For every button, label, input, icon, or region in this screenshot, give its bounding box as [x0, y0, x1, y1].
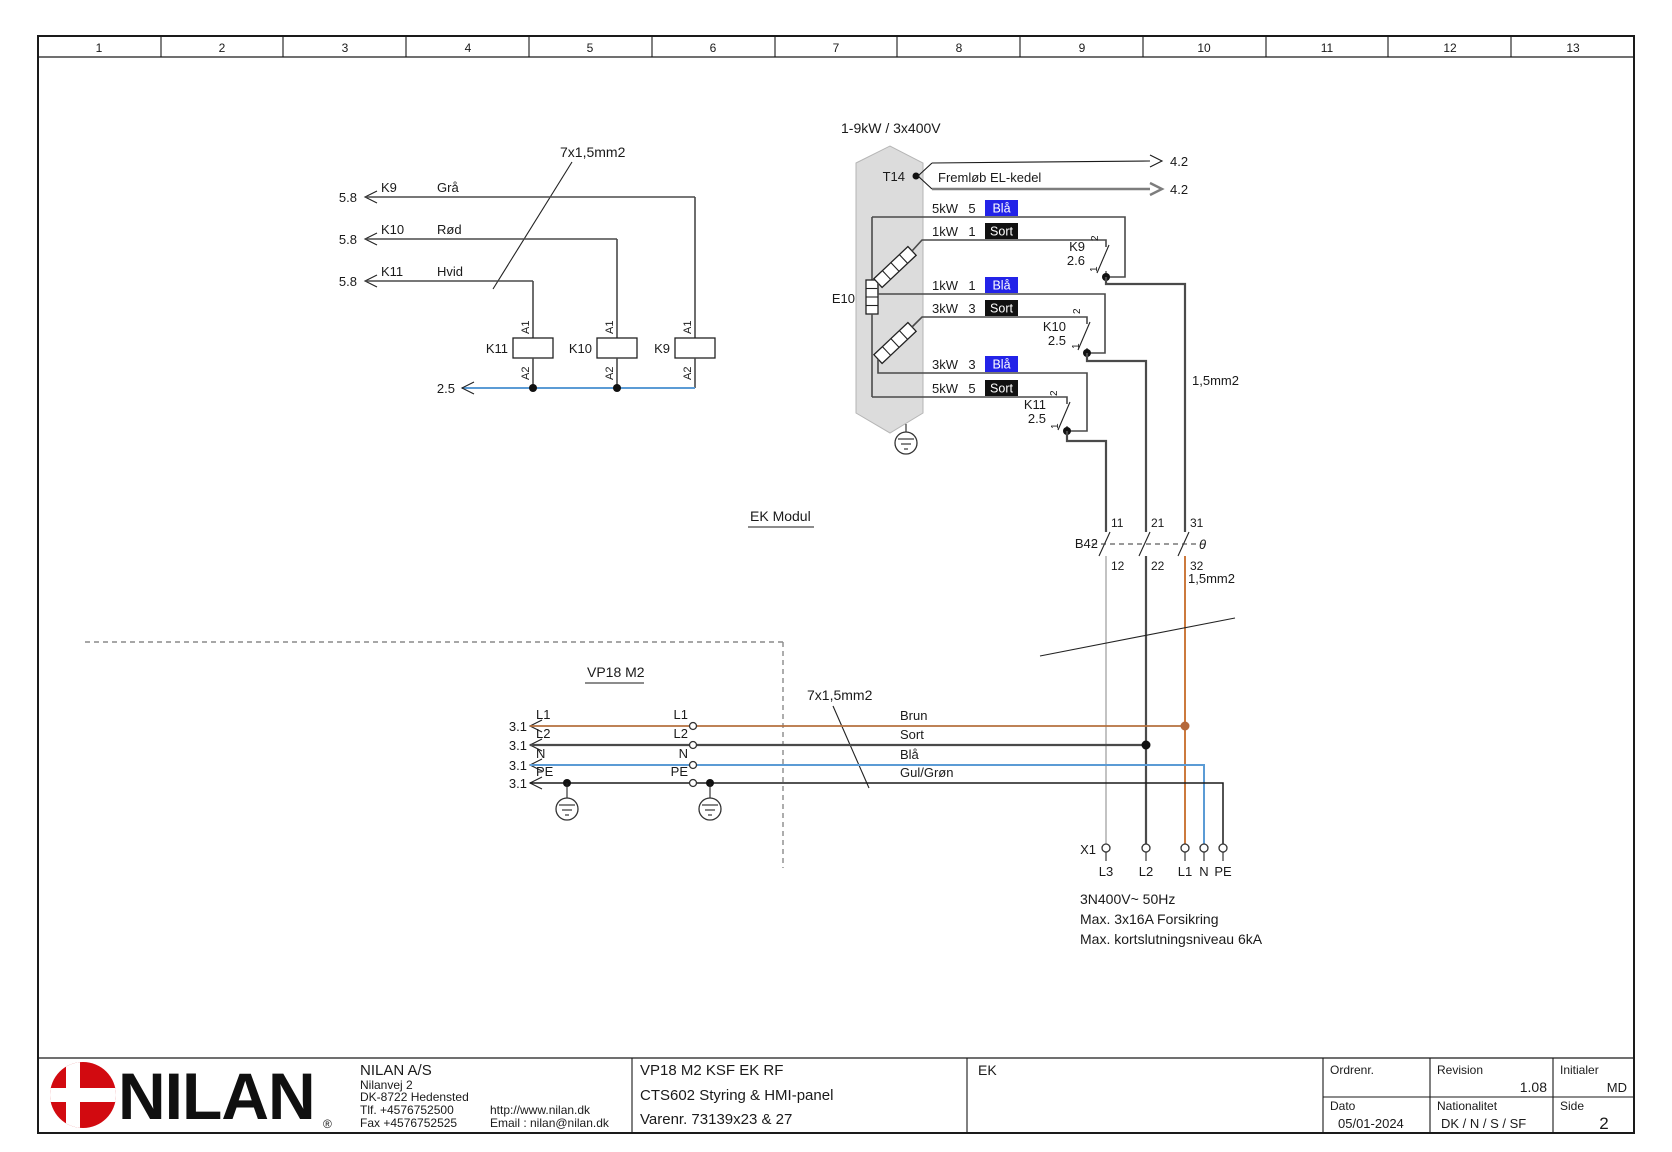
- terminal-label: N: [1199, 864, 1209, 879]
- drawing-frame: [38, 36, 1634, 1133]
- arrow-right-icon: [1150, 183, 1162, 195]
- ruler-col: 4: [464, 41, 472, 55]
- pole-terminal: 31: [1190, 516, 1204, 530]
- revision-value: 1.08: [1519, 1079, 1547, 1095]
- nationality-value: DK / N / S / SF: [1441, 1116, 1527, 1131]
- sheet-ref: 5.8: [338, 274, 357, 289]
- tap-number: 1: [968, 278, 976, 293]
- terminal-label: PE: [1214, 864, 1232, 879]
- ruler-col: 11: [1320, 41, 1334, 55]
- doc-title: VP18 M2 KSF EK RF: [640, 1062, 784, 1079]
- sheet-ref: 4.2: [1170, 154, 1189, 169]
- sheet-ref: 3.1: [508, 776, 527, 791]
- contact-1: 1: [1050, 423, 1061, 429]
- cable-pointer-line: [493, 162, 572, 289]
- terminal-label: PE: [536, 764, 554, 779]
- initials-value: MD: [1606, 1080, 1627, 1095]
- boiler-rating-label: 1-9kW / 3x400V: [841, 120, 941, 136]
- contact-2: 2: [1049, 390, 1060, 396]
- contact-2: 2: [1090, 235, 1101, 241]
- ruler-col: 6: [709, 41, 717, 55]
- wire-color: Hvid: [437, 264, 464, 279]
- power-label: 5kW: [932, 381, 958, 396]
- sheet-ref: 3.1: [508, 719, 527, 734]
- company-web: http://www.nilan.dk: [490, 1103, 591, 1117]
- b42-thermal-contact: [1075, 516, 1206, 573]
- arrow-right-icon: [1150, 155, 1162, 167]
- earth-icon: [699, 783, 721, 820]
- sheet-ref: 2.5: [436, 381, 455, 396]
- switch-label: K9: [1069, 239, 1085, 254]
- element-label: E10: [831, 291, 855, 306]
- section-code: EK: [978, 1062, 997, 1078]
- wire-color: Blå: [992, 201, 1011, 216]
- cable-pointer-line: [833, 706, 869, 788]
- order-label: Ordrenr.: [1330, 1063, 1375, 1077]
- terminal-a2: A2: [682, 366, 694, 380]
- switch-label: K10: [1042, 319, 1066, 334]
- vp18-supply-section: [509, 664, 1223, 844]
- supply-note: Max. 3x16A Forsikring: [1080, 911, 1219, 927]
- ruler-col: 1: [95, 41, 103, 55]
- relay-ref: K9: [381, 180, 397, 195]
- wire-color: Gul/Grøn: [900, 765, 954, 780]
- flow-label: Fremløb EL-kedel: [938, 170, 1042, 185]
- switch-ref: 2.5: [1027, 411, 1046, 426]
- doc-subtitle: CTS602 Styring & HMI-panel: [640, 1087, 834, 1104]
- terminal-a1: A1: [520, 320, 532, 334]
- company-email: Email : nilan@nilan.dk: [490, 1116, 609, 1130]
- power-label: 3kW: [932, 357, 958, 372]
- terminal-label: L1: [673, 707, 688, 722]
- ruler-col: 10: [1197, 41, 1211, 55]
- sheet-ref: 4.2: [1170, 182, 1189, 197]
- wire-color: Grå: [437, 180, 459, 195]
- coil-label: K10: [568, 341, 592, 356]
- pole-terminal: 12: [1111, 559, 1125, 573]
- tap-number: 5: [968, 381, 976, 396]
- switch-k10: [1043, 308, 1091, 357]
- sensor-label: T14: [882, 169, 905, 184]
- coil-label: K11: [485, 341, 508, 356]
- terminal-label: L2: [536, 726, 551, 741]
- relay-ref: K11: [381, 264, 404, 279]
- terminal-label: L3: [1098, 864, 1114, 879]
- ruler-col: 12: [1443, 41, 1457, 55]
- pole-terminal: 21: [1151, 516, 1165, 530]
- wire-color: Brun: [900, 708, 928, 723]
- wire-color: Blå: [900, 747, 919, 762]
- terminal-label: L1: [1177, 864, 1193, 879]
- terminal-label: L2: [673, 726, 688, 741]
- terminal-a1: A1: [604, 320, 616, 334]
- sheet-ref: 5.8: [338, 190, 357, 205]
- wire-color: Sort: [990, 301, 1013, 316]
- ruler-col: 7: [832, 41, 840, 55]
- terminal-label: L2: [1138, 864, 1154, 879]
- pole-terminal: 22: [1151, 559, 1165, 573]
- relay-coil-k10: [569, 321, 637, 380]
- ruler-col: 2: [218, 41, 226, 55]
- contact-2: 2: [1072, 308, 1083, 314]
- company-address: DK-8722 Hedensted: [360, 1090, 469, 1104]
- pole-terminal: 32: [1190, 559, 1204, 573]
- pole-terminal: 11: [1111, 516, 1124, 530]
- relay-coil-k9: [654, 321, 715, 380]
- coil-label: K9: [654, 341, 670, 356]
- vp18-title: VP18 M2: [587, 664, 645, 680]
- ruler-col: 3: [341, 41, 349, 55]
- supply-verticals: [1040, 556, 1235, 844]
- power-label: 1kW: [932, 278, 958, 293]
- tap-number: 3: [968, 301, 976, 316]
- supply-note: Max. kortslutningsniveau 6kA: [1080, 931, 1263, 947]
- relay-coil-k11: [486, 321, 553, 380]
- sheet-ref: 3.1: [508, 758, 527, 773]
- terminal-label: N: [678, 746, 688, 761]
- doc-partnumber: Varenr. 73139x23 & 27: [640, 1111, 793, 1128]
- ruler-col: 5: [586, 41, 594, 55]
- supply-note: 3N400V~ 50Hz: [1080, 891, 1176, 907]
- wire-size-pointer: [1040, 618, 1235, 656]
- company-phone: Tlf. +4576752500: [360, 1103, 454, 1117]
- power-label: 1kW: [932, 224, 958, 239]
- nationality-label: Nationalitet: [1437, 1099, 1498, 1113]
- company-name: NILAN A/S: [360, 1062, 432, 1079]
- terminal-label: L1: [536, 707, 551, 722]
- logo-wordmark: NILAN: [118, 1059, 315, 1133]
- terminal-strip-label: X1: [1080, 842, 1096, 857]
- wire-color: Blå: [992, 278, 1011, 293]
- switch-ref: 2.6: [1066, 253, 1085, 268]
- contact-1: 1: [1089, 266, 1100, 272]
- el-kedel-section: [832, 120, 1239, 532]
- wire-color: Blå: [992, 357, 1011, 372]
- power-label: 3kW: [932, 301, 958, 316]
- cable-size-label: 7x1,5mm2: [560, 144, 626, 160]
- tap-number: 1: [968, 224, 976, 239]
- relay-ref: K10: [381, 222, 405, 237]
- terminal-label: N: [536, 746, 546, 761]
- wire-color: Sort: [990, 224, 1013, 239]
- title-block: [38, 1058, 1634, 1133]
- earth-icon: [556, 783, 578, 820]
- wire-color: Sort: [990, 381, 1013, 396]
- cable-size-label: 7x1,5mm2: [807, 687, 873, 703]
- date-label: Dato: [1330, 1099, 1356, 1113]
- revision-label: Revision: [1437, 1063, 1484, 1077]
- ek-modul-label: EK Modul: [750, 508, 811, 524]
- tap-number: 5: [968, 201, 976, 216]
- switch-k9: [1067, 235, 1110, 281]
- device-label: B42: [1074, 536, 1098, 551]
- sheet-ref: 5.8: [338, 232, 357, 247]
- company-address: Nilanvej 2: [360, 1078, 413, 1092]
- initials-label: Initialer: [1560, 1063, 1599, 1077]
- wire-color: Rød: [437, 222, 462, 237]
- terminal-a2: A2: [520, 366, 532, 380]
- wire-size-label: 1,5mm2: [1192, 373, 1239, 388]
- theta-icon: θ: [1199, 537, 1207, 552]
- page-label: Side: [1560, 1099, 1585, 1113]
- date-value: 05/01-2024: [1338, 1116, 1404, 1131]
- relay-coil-section: [339, 144, 715, 396]
- wire-size-label: 1,5mm2: [1188, 571, 1235, 586]
- terminal-a1: A1: [682, 320, 694, 334]
- registered-icon: ®: [323, 1117, 332, 1131]
- ruler-col: 8: [955, 41, 963, 55]
- company-fax: Fax +4576752525: [360, 1116, 458, 1130]
- terminal-label: PE: [670, 764, 688, 779]
- terminal-a2: A2: [604, 366, 616, 380]
- tap-number: 3: [968, 357, 976, 372]
- page-value: 2: [1599, 1114, 1609, 1133]
- ruler-col: 13: [1566, 41, 1580, 55]
- ruler-col: 9: [1078, 41, 1086, 55]
- power-label: 5kW: [932, 201, 958, 216]
- switch-label: K11: [1023, 397, 1046, 412]
- contact-1: 1: [1071, 343, 1082, 349]
- sheet-ref: 3.1: [508, 738, 527, 753]
- x1-terminal-strip: [1080, 842, 1263, 947]
- switch-ref: 2.5: [1047, 333, 1066, 348]
- nilan-logo: [46, 1058, 332, 1133]
- wire-color: Sort: [900, 727, 924, 742]
